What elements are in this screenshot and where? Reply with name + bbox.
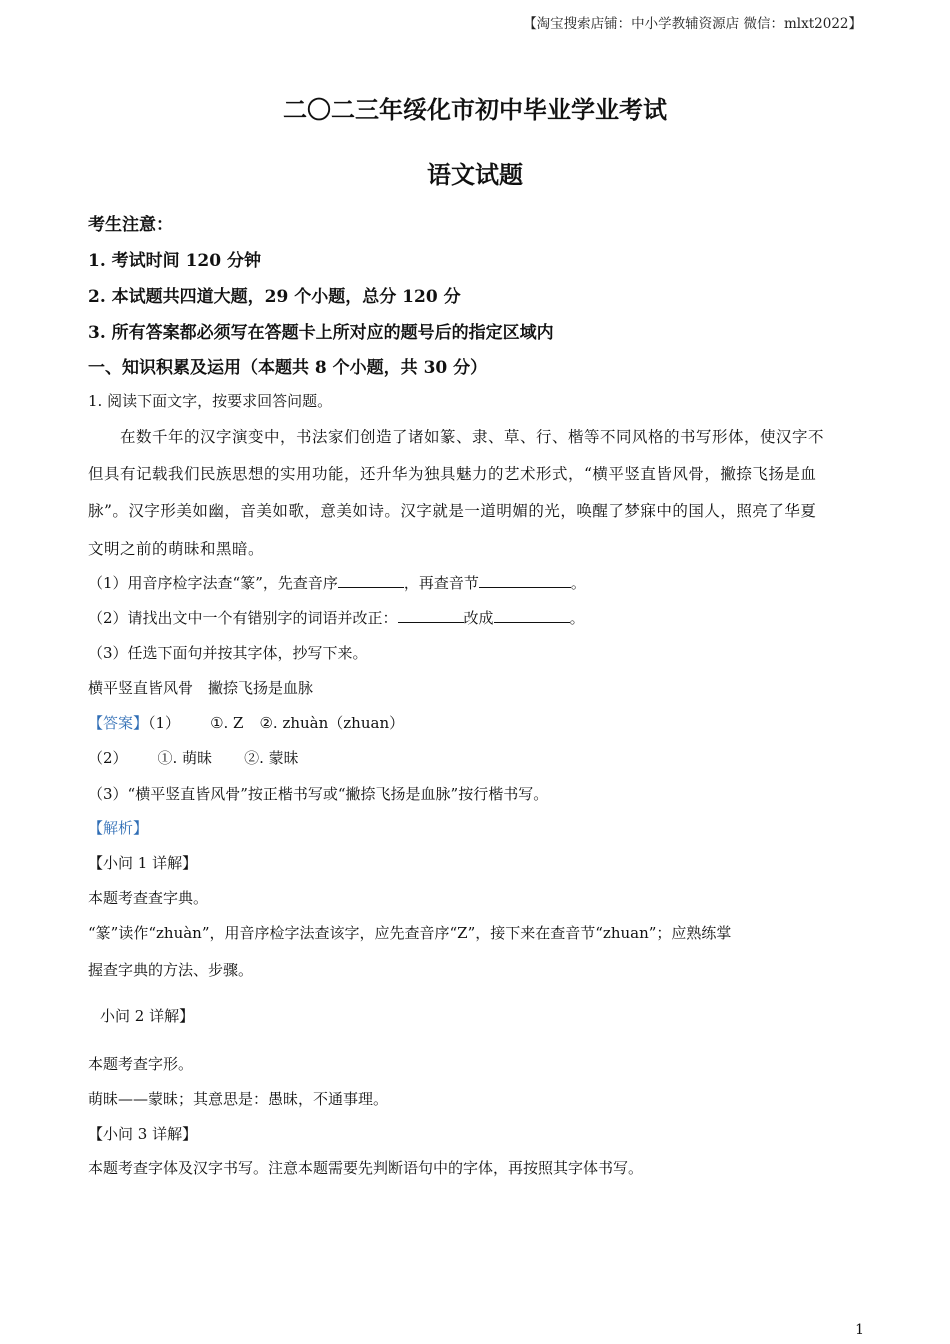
passage-line: 在数千年的汉字演变中，书法家们创造了诸如篆、隶、草、行、楷等不同风格的书写形体，使汉字不 — [120, 428, 825, 446]
analysis-text: 握查字典的方法、步骤。 — [88, 961, 254, 979]
passage-line: 但具有记载我们民族思想的实用功能，还升华为独具魅力的艺术形式，“横平竖直皆风骨，撇捺飞扬是血 — [88, 465, 817, 483]
answer-blank[interactable] — [494, 608, 570, 623]
answer-part: （2） — [88, 749, 128, 767]
answer-part: ②. zhuàn（zhuan） — [259, 714, 405, 732]
answer-part: （1） — [148, 714, 181, 732]
sub2-text-c: 。 — [569, 609, 585, 627]
analysis-text: 萌昧——蒙昧；其意思是：愚昧，不通事理。 — [88, 1090, 389, 1108]
notice-heading: 考生注意： — [88, 215, 173, 235]
analysis-label: 【解析】 — [88, 819, 149, 837]
question-prompt: 1. 阅读下面文字，按要求回答问题。 — [88, 392, 333, 410]
sub2-text-a: （2）请找出文中一个有错别字的词语并改正： — [88, 609, 398, 627]
answer-line-2 — [88, 747, 299, 768]
passage-line: 文明之前的萌昧和黑暗。 — [88, 540, 265, 558]
answer-blank[interactable] — [479, 573, 571, 588]
sub2-text-b: 改成 — [463, 609, 494, 627]
header-note: 【淘宝搜索店铺：中小学教辅资源店 微信：mlxt2022】 — [523, 16, 862, 32]
answer-part: ②. 蒙昧 — [244, 749, 299, 767]
answer-blank[interactable] — [338, 573, 404, 588]
passage-line: 脉”。汉字形美如幽，音美如歌，意美如诗。汉字就是一道明媚的光，唤醒了梦寐中的国人，照亮了华夏 — [88, 502, 817, 520]
answer-line-3: （3）“横平竖直皆风骨”按正楷书写或“撇捺飞扬是血脉”按行楷书写。 — [88, 785, 549, 803]
sub1-text-c: 。 — [570, 574, 586, 592]
section-heading: 一、知识积累及运用（本题共 8 个小题，共 30 分） — [88, 358, 488, 378]
answer-line-1 — [88, 712, 404, 733]
answer-part: ①. 萌昧 — [157, 749, 213, 767]
analysis-subheading: 【小问 3 详解】 — [88, 1125, 198, 1143]
answer-part: ①. Z — [210, 714, 244, 732]
page-subtitle: 语文试题 — [427, 160, 523, 189]
page-number: 1 — [855, 1322, 864, 1338]
sub1-text-a: （1）用音序检字法查“篆”，先查音序 — [88, 574, 338, 592]
analysis-text: “篆”读作“zhuàn”，用音序检字法查该字，应先查音序“Z”，接下来在查音节“zhuan”；应熟练掌 — [88, 924, 732, 942]
notice-item: 1. 考试时间 120 分钟 — [88, 251, 261, 271]
sub-question-3-text: 横平竖直皆风骨 撇捺飞扬是血脉 — [88, 679, 314, 697]
page-title: 二〇二三年绥化市初中毕业学业考试 — [283, 95, 667, 124]
answer-label: 【答案】 — [88, 714, 149, 732]
sub-question-3: （3）任选下面句并按其字体，抄写下来。 — [88, 644, 368, 662]
analysis-text: 本题考查字体及汉字书写。注意本题需要先判断语句中的字体，再按照其字体书写。 — [88, 1159, 644, 1177]
notice-item: 3. 所有答案都必须写在答题卡上所对应的题号后的指定区域内 — [88, 323, 554, 343]
analysis-text: 本题考查查字典。 — [88, 889, 209, 907]
answer-blank[interactable] — [398, 608, 464, 623]
sub-question-1 — [88, 572, 586, 593]
analysis-subheading: 【小问 1 详解】 — [88, 854, 198, 872]
analysis-subheading: 小问 2 详解】 — [100, 1007, 195, 1025]
notice-item: 2. 本试题共四道大题，29 个小题，总分 120 分 — [88, 287, 461, 307]
analysis-text: 本题考查字形。 — [88, 1055, 194, 1073]
sub1-text-b: ，再查音节 — [403, 574, 479, 592]
sub-question-2 — [88, 607, 585, 628]
